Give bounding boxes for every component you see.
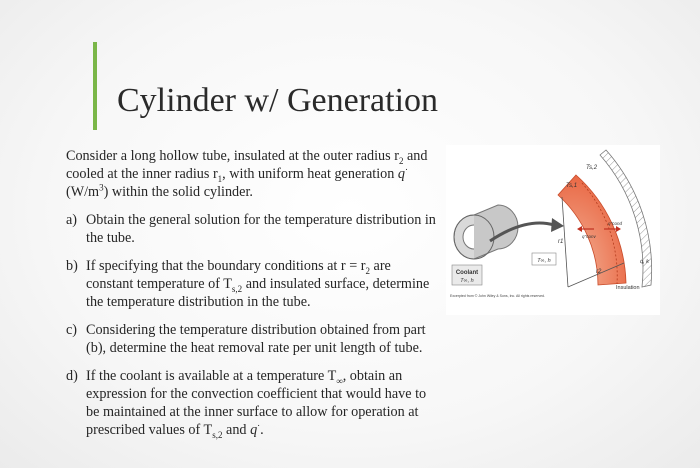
part-b-text-1: If specifying that the boundary conditions at r = r — [86, 258, 366, 274]
coolant-temp-label: T∞, h — [460, 278, 474, 284]
intro-text-1: Consider a long hollow tube, insulated at the outer radius r — [66, 148, 399, 164]
figure-copyright: Excerpted from © John Wiley & Sons, Inc. All rights reserved. — [450, 294, 545, 298]
part-d-sub-1: ∞ — [336, 375, 343, 386]
part-b-label: b) — [66, 258, 78, 274]
problem-statement — [66, 147, 438, 201]
intro-q-symbol: q — [397, 166, 405, 182]
r2-label: r2 — [596, 269, 602, 275]
part-d — [66, 367, 438, 439]
part-b-text-3: and insulated surface, determine the temperature distribution in the tube. — [86, 276, 430, 310]
qgen-label: q̇, k — [640, 259, 649, 265]
part-d-sub-2: s,2 — [212, 429, 223, 440]
part-b-sub-2: s,2 — [231, 283, 243, 294]
part-b-sub-1: 2 — [365, 265, 370, 276]
part-c — [66, 321, 438, 357]
part-b-text — [86, 257, 438, 311]
tinf-box-label: T∞, h — [537, 258, 551, 264]
intro-text-4: (W/m — [66, 184, 100, 200]
part-b-text-2: are constant temperature of T — [86, 258, 391, 292]
slide-body — [66, 147, 438, 449]
intro-sub-2: 1 — [217, 173, 223, 184]
slide-title: Cylinder w/ Generation — [117, 82, 439, 119]
part-d-text-2: , obtain an expression for the convection coefficient that would have to be maintained at the inner surface to allow for operation at prescribed values of T — [86, 368, 427, 438]
part-d-text — [86, 367, 438, 439]
intro-sub-1: 2 — [398, 155, 404, 166]
r1-label: r1 — [558, 239, 564, 245]
part-c-label: c) — [66, 322, 78, 338]
part-a — [66, 211, 438, 247]
tube-cross-section-figure — [446, 145, 660, 315]
title-accent-bar — [93, 42, 97, 130]
part-d-text-1: If the coolant is available at a temperature T — [86, 368, 337, 384]
intro-text-3: , with uniform heat generation — [222, 166, 398, 182]
insulation-label: Insulation — [616, 285, 640, 291]
part-d-text-3: and — [222, 422, 251, 438]
coolant-label: Coolant — [455, 270, 479, 276]
part-d-label: d) — [66, 368, 78, 384]
ts1-label: Ts,1 — [566, 183, 578, 189]
qcond-label: q''cond — [608, 221, 622, 226]
qconv-label: q''conv — [582, 234, 596, 239]
part-a-label: a) — [66, 212, 78, 228]
part-a-text: Obtain the general solution for the temperature distribution in the tube. — [86, 212, 436, 246]
part-b — [66, 257, 438, 311]
intro-sup-3: 3 — [99, 182, 104, 193]
part-c-text: Considering the temperature distribution obtained from part (b), determine the heat removal rate per unit length of tube. — [86, 322, 426, 356]
intro-text-2: and cooled at the inner radius r — [66, 148, 428, 182]
part-d-text-4: . — [260, 422, 264, 438]
intro-q-dot: · — [404, 164, 408, 175]
ts2-label: Ts,2 — [586, 165, 598, 171]
intro-text-5: ) within the solid cylinder. — [103, 184, 253, 200]
part-d-q-symbol: q — [250, 422, 258, 438]
part-d-q-dot: · — [257, 420, 261, 431]
